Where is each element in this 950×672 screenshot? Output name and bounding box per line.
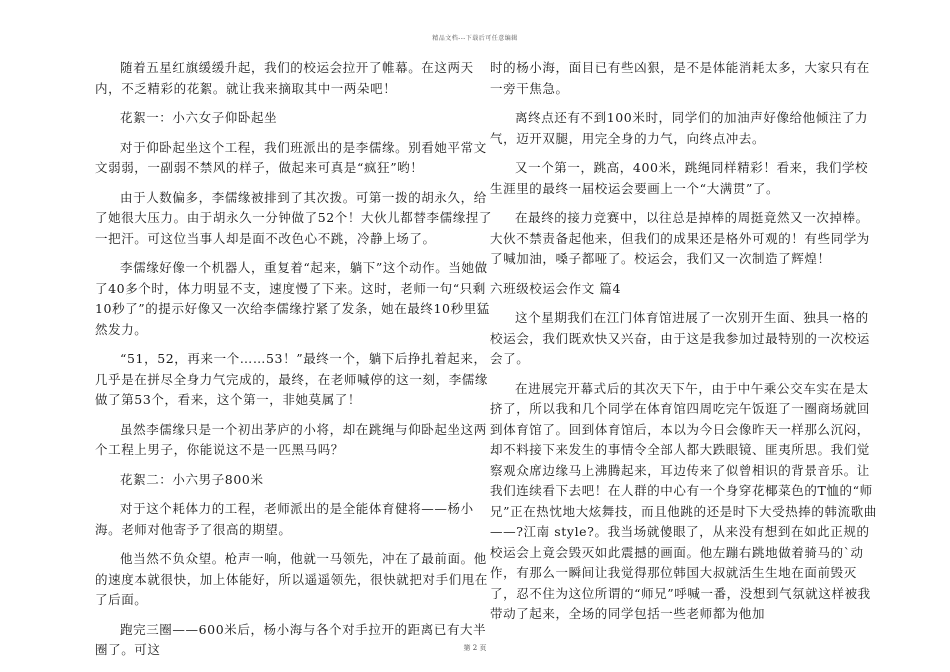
paragraph: 在进展完开幕式后的其次天下午，由于中午乘公交车实在是太挤了，所以我和几个同学在体育馆四周吃完午饭逛了一圈商场就回到体育馆了。回到体育馆后，本以为今日会像昨天一样那么沉闷，却不料接下来发生的事情令全部人都大跌眼镜、匪夷所思。我们觉察观众席边缘马上沸腾起来，耳边传来了似曾相识的背景音乐。让我们连续看下去吧！在人群的中心有一个身穿花椰菜色的T恤的“师兄”正在热忱地大炫舞技，而且他跳的还是时下大受热捧的韩流歌曲——?江南 style?。我当场就傻眼了，从来没有想到在如此正规的校运会上竟会毁灭如此震撼的画面。他左蹦右跳地做着骑马的`动作，有那么一瞬间让我觉得那位韩国大叔就活生生地在面前毁灭了，忍不住为这位所谓的“师兄”呼喊一番，没想到气氛就这样被我带动了起来，全场的同学包括一些老师都为他加 xyxy=(490,380,877,621)
paragraph: “51，52，再来一个……53！”最终一个，躺下后挣扎着起来，几乎是在拼尽全身力气完成的，最终，在老师喊停的这一刻，李儒缘做了第53个，看来，这个第一，非她莫属了！ xyxy=(95,351,489,407)
paragraph: 又一个第一，跳高，400米，跳绳同样精彩！看来，我们学校生涯里的最终一届校运会要画上一个“大满贯”了。 xyxy=(490,160,869,196)
page-header: 精品文档---下载后可任意编辑 xyxy=(432,35,518,42)
paragraph: 随着五星红旗缓缓升起，我们的校运会拉开了帷幕。在这两天内，不乏精彩的花絮。就让我来摘取其中一两朵吧！ xyxy=(95,60,474,96)
paragraph: 李儒缘好像一个机器人，重复着“起来，躺下”这个动作。当她做了40多个时，体力明显不支，速度慢了下来。这时，老师一句“只剩10秒了”的提示好像又一次给李儒缘拧紧了发条，她在最终10秒里猛然发力。 xyxy=(95,260,490,337)
paragraph: 由于人数偏多，李儒缘被排到了其次拨。可第一拨的胡永久，给了她很大压力。由于胡永久一分钟做了52个！大伙儿都替李儒缘捏了一把汗。可这位当事人却是面不改色心不跳，冷静上场了。 xyxy=(95,189,493,246)
paragraph: 虽然李儒缘只是一个初出茅庐的小将，却在跳绳与仰卧起坐这两个工程上男子，你能说这不是一匹黑马吗？ xyxy=(95,421,487,457)
paragraph: 六班级校运会作文 篇4 xyxy=(490,280,622,296)
paragraph: 在最终的接力竞赛中，以往总是掉棒的周挺竟然又一次掉棒。大伙不禁责备起他来，但我们的成果还是格外可观的！有些同学为了喊加油，嗓子都哑了。校运会，我们又一次制造了辉煌！ xyxy=(490,210,870,266)
paragraph: 时的杨小海，面目已有些凶狠，是不是体能消耗太多，大家只有在一旁干焦急。 xyxy=(490,60,870,96)
right-column xyxy=(490,58,880,634)
paragraph: 对于这个耗体力的工程，老师派出的是全能体育健将——杨小海。老师对他寄予了很高的期望。 xyxy=(95,501,474,537)
section-heading: 花絮一：小六女子仰卧起坐 xyxy=(120,110,278,125)
paragraph: 离终点还有不到100米时，同学们的加油声好像给他倾注了力气，迈开双腿，用完全身的力气，向终点冲去。 xyxy=(490,110,869,146)
paragraph: 跑完三圈——600米后，杨小海与各个对手拉开的距离已有大半圈了。可这 xyxy=(95,621,487,657)
paragraph: 他当然不负众望。枪声一响，他就一马领先，冲在了最前面。他的速度本就很快，加上体能好，所以遥遥领先，很快就把对手们甩在了后面。 xyxy=(95,551,489,607)
paragraph: 对于仰卧起坐这个工程，我们班派出的是李儒缘。别看她平常文文弱弱，一副弱不禁风的样子，做起来可真是“疯狂”哟！ xyxy=(95,139,487,175)
page-number: 第 2 页 xyxy=(463,644,487,652)
paragraph: 这个星期我们在江门体育馆进展了一次别开生面、独具一格的校运会，我们既欢快又兴奋，由于这是我参加过最特别的一次校运会了。 xyxy=(490,310,870,366)
section-heading: 花絮二：小六男子800米 xyxy=(120,471,264,487)
left-column xyxy=(95,58,495,670)
